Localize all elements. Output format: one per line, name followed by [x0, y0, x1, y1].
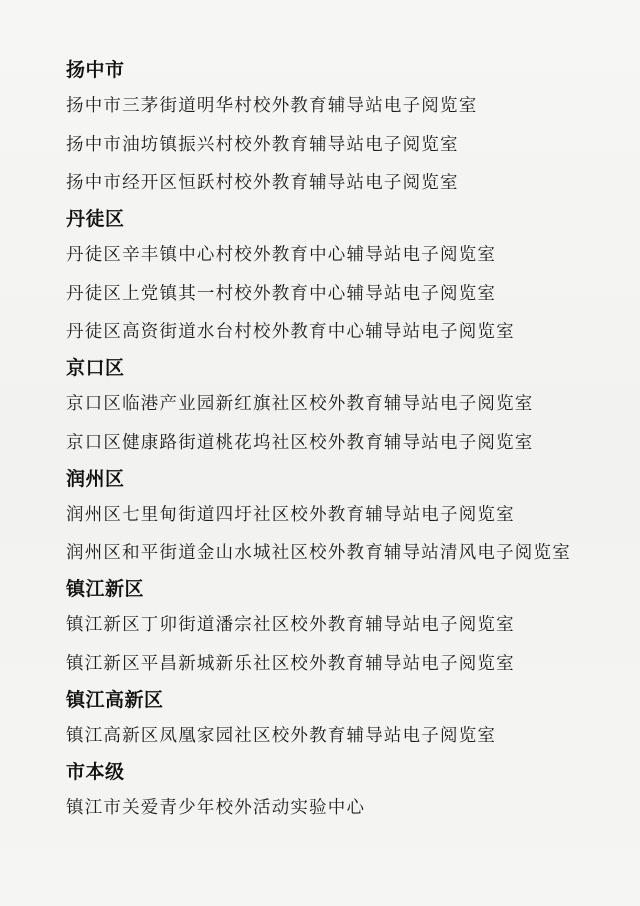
- section-city-level: [66, 760, 600, 820]
- section-heading: 镇江高新区: [66, 688, 164, 711]
- list-item: 镇江新区丁卯街道潘宗社区校外教育辅导站电子阅览室: [66, 615, 515, 635]
- list-item: 京口区临港产业园新红旗社区校外教育辅导站电子阅览室: [66, 394, 534, 414]
- list-item: 扬中市三茅街道明华村校外教育辅导站电子阅览室: [66, 96, 478, 116]
- list-item: 丹徒区高资街道水台村校外教育中心辅导站电子阅览室: [66, 322, 515, 342]
- section-runzhou: [66, 467, 600, 566]
- section-heading: 镇江新区: [66, 578, 145, 600]
- list-item: 润州区七里甸街道四圩社区校外教育辅导站电子阅览室: [66, 504, 515, 525]
- section-heading: 丹徒区: [66, 208, 125, 230]
- list-item: 镇江新区平昌新城新乐社区校外教育辅导站电子阅览室: [66, 653, 515, 674]
- section-yangzhong: [66, 58, 600, 195]
- section-heading: 扬中市: [66, 59, 125, 81]
- section-zhenjiang-hightech-district: [66, 688, 600, 748]
- list-item: 润州区和平街道金山水城社区校外教育辅导站清风电子阅览室: [66, 543, 571, 563]
- section-dantu: [66, 207, 600, 344]
- list-item: 京口区健康路街道桃花坞社区校外教育辅导站电子阅览室: [66, 432, 534, 453]
- list-item: 丹徒区上党镇其一村校外教育中心辅导站电子阅览室: [66, 283, 497, 304]
- list-item: 镇江市关爱青少年校外活动实验中心: [66, 797, 366, 818]
- list-item: 镇江高新区凤凰家园社区校外教育辅导站电子阅览室: [66, 725, 497, 746]
- list-item: 丹徒区辛丰镇中心村校外教育中心辅导站电子阅览室: [66, 245, 497, 265]
- section-heading: 京口区: [66, 357, 125, 379]
- section-jingkou: [66, 356, 600, 455]
- section-zhenjiang-new-district: [66, 577, 600, 676]
- list-item: 扬中市经开区恒跃村校外教育辅导站电子阅览室: [66, 173, 459, 193]
- section-heading: 市本级: [66, 760, 125, 783]
- section-heading: 润州区: [66, 467, 125, 490]
- list-item: 扬中市油坊镇振兴村校外教育辅导站电子阅览室: [66, 134, 459, 155]
